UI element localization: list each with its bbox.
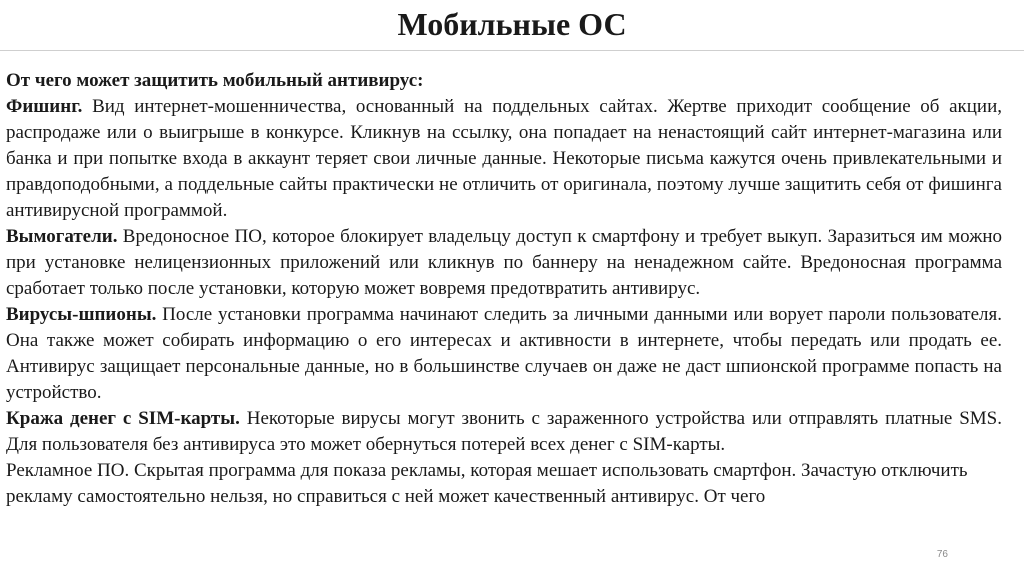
section-heading: Фишинг. — [6, 96, 83, 117]
section-heading: Вымогатели. — [6, 226, 118, 247]
title-divider — [0, 50, 1024, 51]
section-text: После установки программа начинают следить за личными данными или ворует пароли пользователя. Она также может собирать информацию о его интересах и активности в интернете, чтобы передать или продать ее. Антивирус защищает персональные данные, но в большинстве случаев он даже не даст шпионской программе попасть на устройство. — [6, 304, 1002, 403]
section-text: Вид интернет-мошенничества, основанный на поддельных сайтах. Жертве приходит сообщение об акции, распродаже или о выигрыше в конкурсе. Кликнув на ссылку, она попадает на ненастоящий сайт интернет-магазина или банка и при попытке входа в аккаунт теряет свои личные данные. Некоторые письма кажутся очень привлекательными и правдоподобными, а поддельные сайты практически не отличить от оригинала, поэтому лучше защитить себя от фишинга антивирусной программой. — [6, 96, 1002, 221]
section-text: Некоторые вирусы могут звонить с зараженного устройства или отправлять платные SMS. Для пользователя без антивируса это может обернуться потерей всех денег с SIM-карты. — [6, 408, 1002, 455]
section-heading: Вирусы-шпионы. — [6, 304, 157, 325]
section-text: Вредоносное ПО, которое блокирует владельцу доступ к смартфону и требует выкуп. Заразиться им можно при установке нелицензионных приложений или кликнув по баннеру на ненадежном сайте. Вредоносная программа сработает только после установки, которую может вовремя предотвратить антивирус. — [6, 226, 1002, 299]
intro-line — [6, 68, 1002, 94]
section-ransomware — [6, 224, 1002, 302]
section-sim-theft — [6, 406, 1002, 458]
section-adware: Рекламное ПО. Скрытая программа для показа рекламы, которая мешает использовать смартфон. Зачастую отключить рекламу самостоятельно нельзя, но справиться с ней может качественный антивирус. От чего — [6, 460, 968, 507]
section-heading: Кража денег с SIM-карты. — [6, 408, 240, 429]
section-phishing — [6, 94, 1002, 224]
section-spyware — [6, 302, 1002, 406]
slide-body — [6, 68, 1002, 510]
slide-title: Мобильные ОС — [397, 6, 627, 42]
page-number: 76 — [936, 549, 948, 560]
intro-heading: От чего может защитить мобильный антивирус: — [6, 70, 424, 91]
